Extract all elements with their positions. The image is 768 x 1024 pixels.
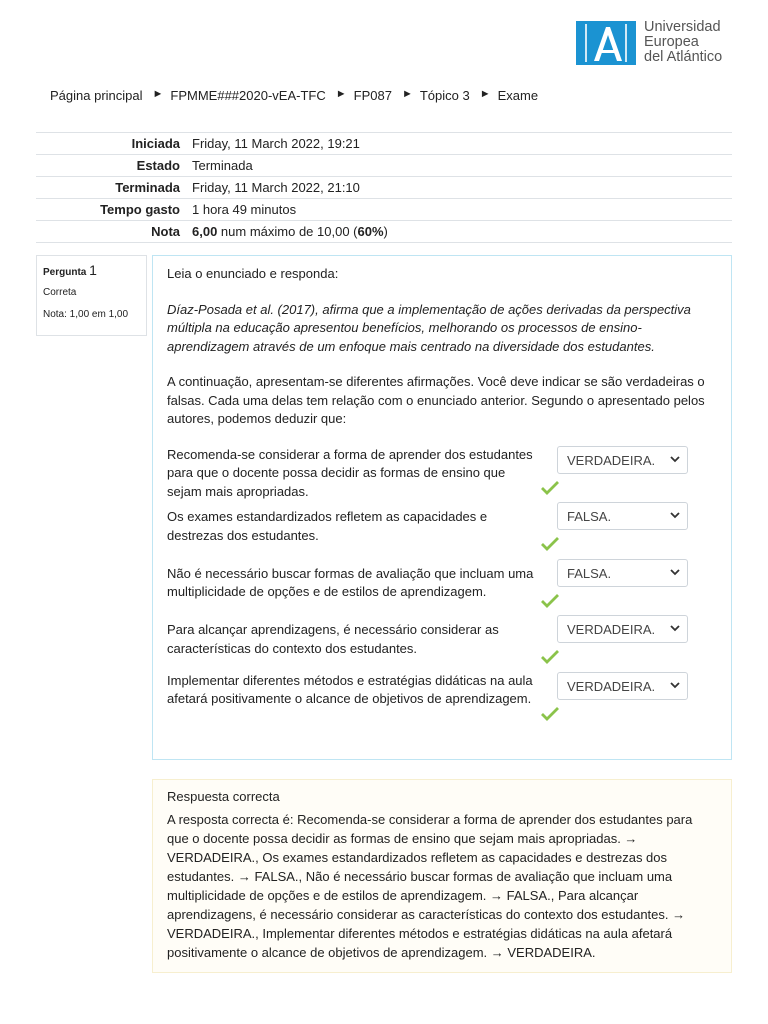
breadcrumb-separator-icon: ►	[479, 88, 491, 100]
question-info-box	[36, 255, 147, 336]
chevron-down-icon	[669, 622, 681, 634]
breadcrumb-separator-icon: ►	[335, 88, 347, 100]
logo-line-2: Europea	[644, 34, 699, 50]
summary-label: Terminada	[115, 180, 180, 195]
question-state: Correta	[43, 287, 77, 298]
match-stem: Para alcançar aprendizagens, é necessário considerar as características do contexto dos estudantes.	[167, 622, 499, 656]
feedback-title: Respuesta correcta	[167, 789, 280, 804]
summary-row-time-taken	[36, 199, 732, 221]
correct-check-icon	[541, 593, 559, 609]
grade-percent: 60%	[357, 224, 384, 239]
summary-row-finished	[36, 177, 732, 199]
logo-mark-icon	[576, 21, 636, 65]
match-stem: Não é necessário buscar formas de avaliação que incluam uma multiplicidade de opções e de estilos de aprendizagem.	[167, 565, 534, 599]
logo-line-3: del Atlántico	[644, 49, 723, 65]
match-row	[167, 672, 717, 729]
breadcrumb-exam[interactable]: Exame	[497, 88, 539, 103]
question-intro: Leia o enunciado e responda:	[167, 266, 339, 281]
chevron-down-icon	[669, 509, 681, 521]
chevron-down-icon	[669, 679, 681, 691]
breadcrumb-module[interactable]: FP087	[353, 88, 392, 103]
question-content	[152, 255, 732, 760]
answer-select-value: VERDADEIRA.	[567, 452, 656, 468]
summary-label: Estado	[136, 158, 180, 173]
question-label: Pergunta	[43, 267, 87, 278]
summary-label: Tempo gasto	[100, 202, 180, 217]
logo-text	[644, 20, 722, 65]
chevron-down-icon	[669, 566, 681, 578]
summary-row-started	[36, 133, 732, 155]
answer-select[interactable]	[557, 446, 688, 474]
summary-value: 1 hora 49 minutos	[192, 202, 297, 217]
breadcrumb-separator-icon: ►	[152, 88, 164, 100]
correct-check-icon	[541, 649, 559, 665]
summary-value: Terminada	[192, 158, 253, 173]
summary-label: Iniciada	[131, 136, 180, 151]
correct-check-icon	[541, 536, 559, 552]
question-quote: Díaz-Posada et al. (2017), afirma que a implementação de ações derivadas da perspectiva múltipla na educação apresentou benefícios, melhorando os processos de ensino- aprendizagem através de um enfoque mais centrado na diversidade dos estudantes.	[167, 301, 691, 354]
question-number-value: 1	[89, 262, 97, 278]
grade-score: 6,00	[192, 224, 218, 239]
logo-line-1: Universidad	[644, 19, 721, 35]
answer-select-value: VERDADEIRA.	[567, 678, 656, 694]
match-row	[167, 446, 717, 503]
answer-select-value: FALSA.	[567, 565, 612, 581]
answer-select[interactable]	[557, 615, 688, 643]
correct-check-icon	[541, 480, 559, 496]
answer-select[interactable]	[557, 559, 688, 587]
answer-select[interactable]	[557, 502, 688, 530]
breadcrumb-course[interactable]: FPMME###2020-vEA-TFC	[170, 88, 326, 103]
university-logo[interactable]	[576, 20, 722, 65]
answer-select-value: VERDADEIRA.	[567, 622, 656, 637]
grade-close-paren: )	[383, 224, 388, 239]
breadcrumb-separator-icon: ►	[401, 88, 413, 100]
answer-select-value: FALSA.	[567, 509, 612, 524]
match-row	[167, 615, 717, 672]
chevron-down-icon	[669, 453, 681, 465]
match-row	[167, 559, 717, 616]
correct-check-icon	[541, 706, 559, 722]
match-row	[167, 502, 717, 559]
match-stem: Recomenda-se considerar a forma de aprender dos estudantes para que o docente possa decidir as formas de ensino que sejam mais apropriadas.	[167, 446, 533, 499]
summary-row-grade	[36, 221, 732, 243]
breadcrumb-topic[interactable]: Tópico 3	[419, 88, 470, 103]
question-grade: Nota: 1,00 em 1,00	[43, 309, 129, 320]
match-stem: Os exames estandardizados refletem as capacidades e destrezas dos estudantes.	[167, 509, 488, 543]
summary-row-state	[36, 155, 732, 177]
question-instructions: A continuação, apresentam-se diferentes afirmações. Você deve indicar se são verdadeiras o falsas. Cada uma delas tem relação com o enunciado anterior. Segundo o apresentado pelos autores, podemos deduzir que:	[167, 374, 705, 426]
summary-label: Nota	[151, 224, 180, 239]
breadcrumb	[50, 88, 538, 103]
question-number	[43, 262, 140, 278]
match-stem: Implementar diferentes métodos e estratégias didáticas na aula afetará positivamente o alcance de objetivos de aprendizagem.	[167, 672, 533, 706]
answer-select[interactable]	[557, 672, 688, 700]
summary-value: Friday, 11 March 2022, 21:10	[192, 180, 360, 195]
breadcrumb-home[interactable]: Página principal	[50, 88, 143, 103]
summary-value: Friday, 11 March 2022, 19:21	[192, 136, 360, 151]
attempt-summary-table	[36, 132, 732, 243]
feedback-box	[152, 779, 732, 973]
feedback-body: A resposta correcta é: Recomenda-se considerar a forma de aprender dos estudantes para que o docente possa decidir as formas de ensino que sejam mais apropriadas. → VERDADEIRA., Os exames estandardizados refletem as capacidades e destrezas dos estudantes. → FALSA., Não é necessário buscar formas de avaliação que incluam uma multiplicidade de opções e de estilos de aprendizagem. → FALSA., Para alcançar aprendizagens, é necessário considerar as características do contexto dos estudantes. → VERDADEIRA., Implementar diferentes métodos e estratégias didáticas na aula afetará positivamente o alcance de objetivos de aprendizagem. → VERDADEIRA.	[167, 812, 693, 960]
summary-grade-value	[188, 221, 732, 243]
grade-max-text: num máximo de 10,00 (	[217, 224, 358, 239]
